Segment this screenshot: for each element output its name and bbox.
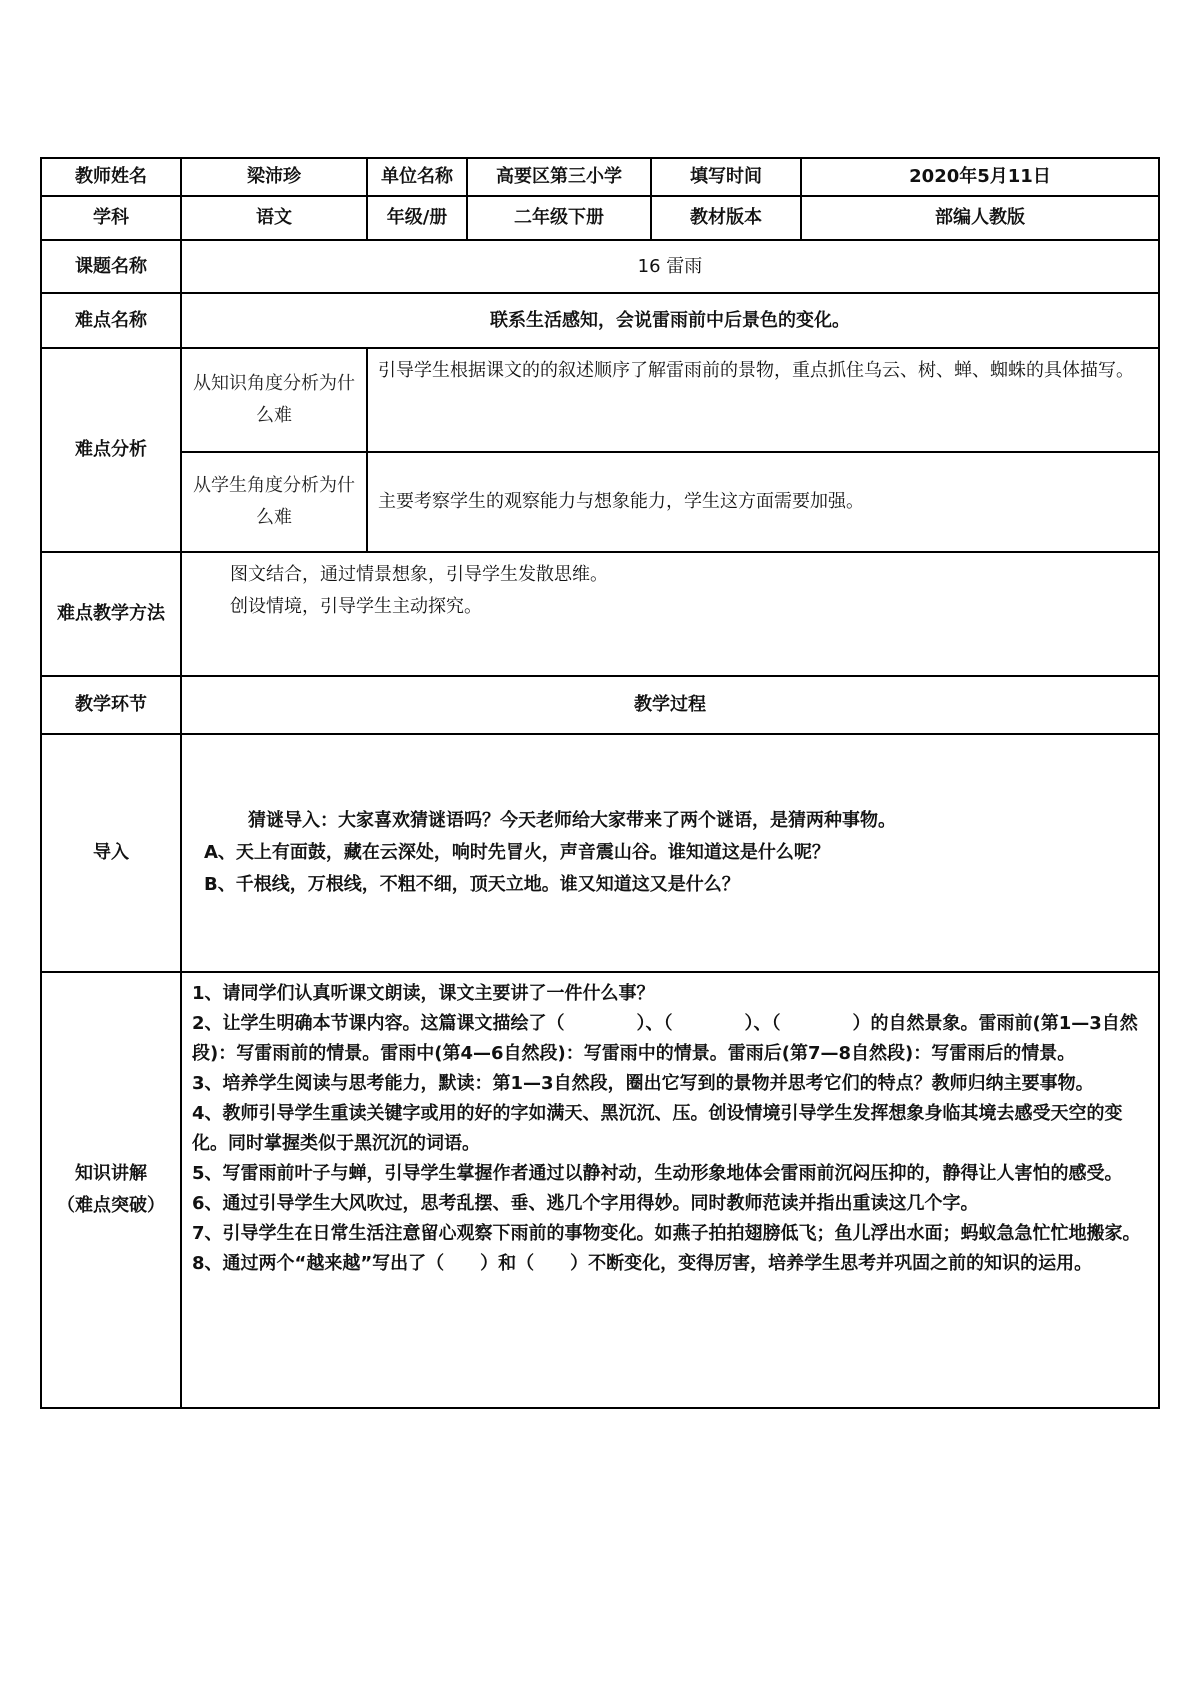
intro-row: [41, 734, 1159, 972]
method-label: 难点教学方法: [41, 552, 181, 676]
method-row: [41, 552, 1159, 676]
teacher-name-value: 梁沛珍: [181, 158, 367, 196]
student-angle-text: 主要考察学生的观察能力与想象能力，学生这方面需要加强。: [367, 452, 1159, 552]
knowledge-label-line-1: 知识讲解: [75, 1163, 147, 1184]
method-content: [181, 552, 1159, 676]
edition-label: 教材版本: [651, 196, 801, 240]
analysis-row-student: [41, 452, 1159, 552]
unit-name-value: 高要区第三小学: [467, 158, 651, 196]
knowledge-item-1: 1、请同学们认真听课文朗读，课文主要讲了一件什么事？: [192, 983, 655, 1004]
analysis-row-knowledge: [41, 348, 1159, 452]
grade-label: 年级/册: [367, 196, 467, 240]
intro-line-3: B、千根线，万根线，不粗不细，顶天立地。谁又知道这又是什么？: [204, 874, 740, 895]
knowledge-item-4: 4、教师引导学生重读关键字或用的好的字如满天、黑沉沉、压。创设情境引导学生发挥想象身临其境去感受天空的变化。同时掌握类似于黑沉沉的词语。: [192, 1103, 1123, 1154]
subject-value: 语文: [181, 196, 367, 240]
method-line-2: 创设情境，引导学生主动探究。: [230, 596, 482, 617]
date-value: 2020年5月11日: [801, 158, 1159, 196]
grade-value: 二年级下册: [467, 196, 651, 240]
intro-line-2: A、天上有面鼓，藏在云深处，响时先冒火，声音震山谷。谁知道这是什么呢？: [204, 842, 830, 863]
process-label: 教学过程: [181, 676, 1159, 734]
intro-label: 导入: [41, 734, 181, 972]
intro-line-1: 猜谜导入：大家喜欢猜谜语吗？今天老师给大家带来了两个谜语，是猜两种事物。: [248, 810, 896, 831]
knowledge-item-8: 8、通过两个“越来越”写出了（ ）和（ ）不断变化，变得厉害，培养学生思考并巩固之前的知识的运用。: [192, 1253, 1093, 1274]
topic-label: 课题名称: [41, 240, 181, 293]
difficulty-value: 联系生活感知，会说雷雨前中后景色的变化。: [181, 293, 1159, 348]
date-label: 填写时间: [651, 158, 801, 196]
unit-name-label: 单位名称: [367, 158, 467, 196]
knowledge-item-3: 3、培养学生阅读与思考能力，默读：第1—3自然段，圈出它写到的景物并思考它们的特点？教师归纳主要事物。: [192, 1073, 1094, 1094]
knowledge-item-5: 5、写雷雨前叶子与蝉，引导学生掌握作者通过以静衬动，生动形象地体会雷雨前沉闷压抑的，静得让人害怕的感受。: [192, 1163, 1123, 1184]
header-row-1: [41, 158, 1159, 196]
subject-label: 学科: [41, 196, 181, 240]
knowledge-content: [181, 972, 1159, 1408]
knowledge-item-2: 2、让学生明确本节课内容。这篇课文描绘了（ ）、（ ）、（ ）的自然景象。雷雨前(第1—3自然段)：写雷雨前的情景。雷雨中(第4—6自然段)：写雷雨中的情景。雷雨后(第7—8自然段)：写雷雨后的情景。: [192, 1013, 1138, 1064]
knowledge-item-7: 7、引导学生在日常生活注意留心观察下雨前的事物变化。如燕子拍拍翅膀低飞；鱼儿浮出水面；蚂蚁急急忙忙地搬家。: [192, 1223, 1141, 1244]
student-angle-label: 从学生角度分析为什么难: [181, 452, 367, 552]
topic-row: [41, 240, 1159, 293]
knowledge-item-6: 6、通过引导学生大风吹过，思考乱摆、垂、逃几个字用得妙。同时教师范读并指出重读这几个字。: [192, 1193, 979, 1214]
knowledge-row: [41, 972, 1159, 1408]
edition-value: 部编人教版: [801, 196, 1159, 240]
analysis-label: 难点分析: [41, 348, 181, 552]
topic-value: 16 雷雨: [181, 240, 1159, 293]
intro-content: [181, 734, 1159, 972]
method-line-1: 图文结合，通过情景想象，引导学生发散思维。: [230, 564, 608, 585]
stage-label: 教学环节: [41, 676, 181, 734]
difficulty-row: [41, 293, 1159, 348]
header-row-2: [41, 196, 1159, 240]
knowledge-label: [41, 972, 181, 1408]
knowledge-angle-text: 引导学生根据课文的的叙述顺序了解雷雨前的景物，重点抓住乌云、树、蝉、蜘蛛的具体描写。: [367, 348, 1159, 452]
process-header-row: [41, 676, 1159, 734]
knowledge-angle-label: 从知识角度分析为什么难: [181, 348, 367, 452]
lesson-plan-table: [40, 157, 1160, 1409]
difficulty-label: 难点名称: [41, 293, 181, 348]
knowledge-label-line-2: （难点突破）: [57, 1195, 165, 1216]
teacher-name-label: 教师姓名: [41, 158, 181, 196]
